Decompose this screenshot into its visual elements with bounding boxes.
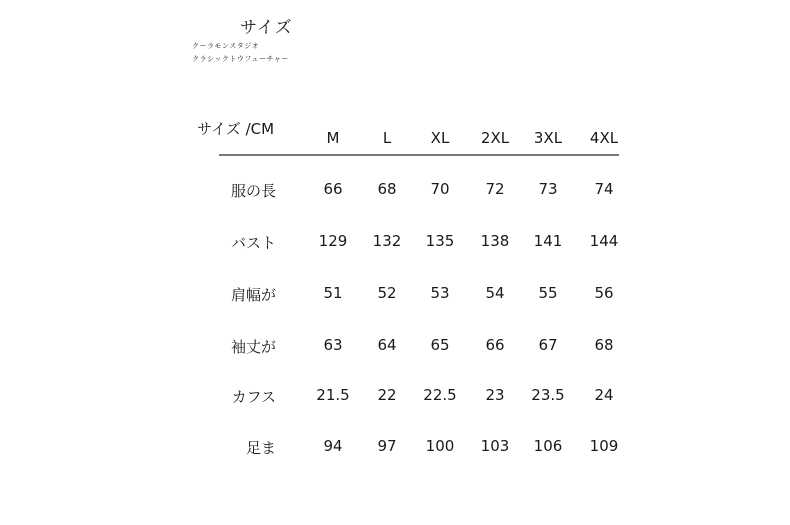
table-cell: 132: [372, 232, 402, 250]
table-cell: 103: [480, 437, 510, 455]
table-cell: 53: [430, 284, 450, 302]
table-cell: 67: [538, 336, 558, 354]
row-label: バスト: [230, 234, 276, 252]
table-cell: 73: [538, 180, 558, 198]
column-header: 3XL: [533, 129, 563, 147]
table-cell: 138: [480, 232, 510, 250]
row-label: 服の長: [230, 182, 276, 200]
table-cell: 135: [425, 232, 455, 250]
table-cell: 129: [318, 232, 348, 250]
row-label: 袖丈が: [230, 338, 276, 356]
chart-title: サイズ: [240, 18, 293, 38]
column-header: 4XL: [589, 129, 619, 147]
table-cell: 94: [323, 437, 343, 455]
table-cell: 74: [594, 180, 614, 198]
table-cell: 68: [377, 180, 397, 198]
table-cell: 66: [323, 180, 343, 198]
brand-line-2: クラシックトウフューチャー: [192, 55, 289, 63]
table-cell: 23: [485, 386, 505, 404]
header-divider: [219, 154, 619, 156]
table-cell: 66: [485, 336, 505, 354]
table-cell: 100: [425, 437, 455, 455]
table-cell: 63: [323, 336, 343, 354]
row-label: 足ま: [245, 439, 276, 457]
table-cell: 21.5: [316, 386, 350, 404]
table-cell: 22.5: [423, 386, 457, 404]
table-cell: 106: [533, 437, 563, 455]
column-header: M: [326, 129, 340, 147]
column-header: L: [382, 129, 392, 147]
table-cell: 22: [377, 386, 397, 404]
table-cell: 64: [377, 336, 397, 354]
column-header: 2XL: [480, 129, 510, 147]
table-cell: 70: [430, 180, 450, 198]
column-header: XL: [430, 129, 450, 147]
table-cell: 141: [533, 232, 563, 250]
table-cell: 51: [323, 284, 343, 302]
table-cell: 65: [430, 336, 450, 354]
unit-label: サイズ /CM: [197, 120, 275, 138]
table-cell: 68: [594, 336, 614, 354]
table-cell: 97: [377, 437, 397, 455]
row-label: 肩幅が: [230, 286, 276, 304]
table-cell: 56: [594, 284, 614, 302]
table-cell: 52: [377, 284, 397, 302]
table-cell: 109: [589, 437, 619, 455]
brand-line-1: クーラモンスタジオ: [192, 42, 260, 50]
table-cell: 23.5: [531, 386, 565, 404]
table-cell: 54: [485, 284, 505, 302]
table-cell: 55: [538, 284, 558, 302]
table-cell: 72: [485, 180, 505, 198]
row-label: カフス: [231, 388, 276, 406]
table-cell: 24: [594, 386, 614, 404]
table-cell: 144: [589, 232, 619, 250]
